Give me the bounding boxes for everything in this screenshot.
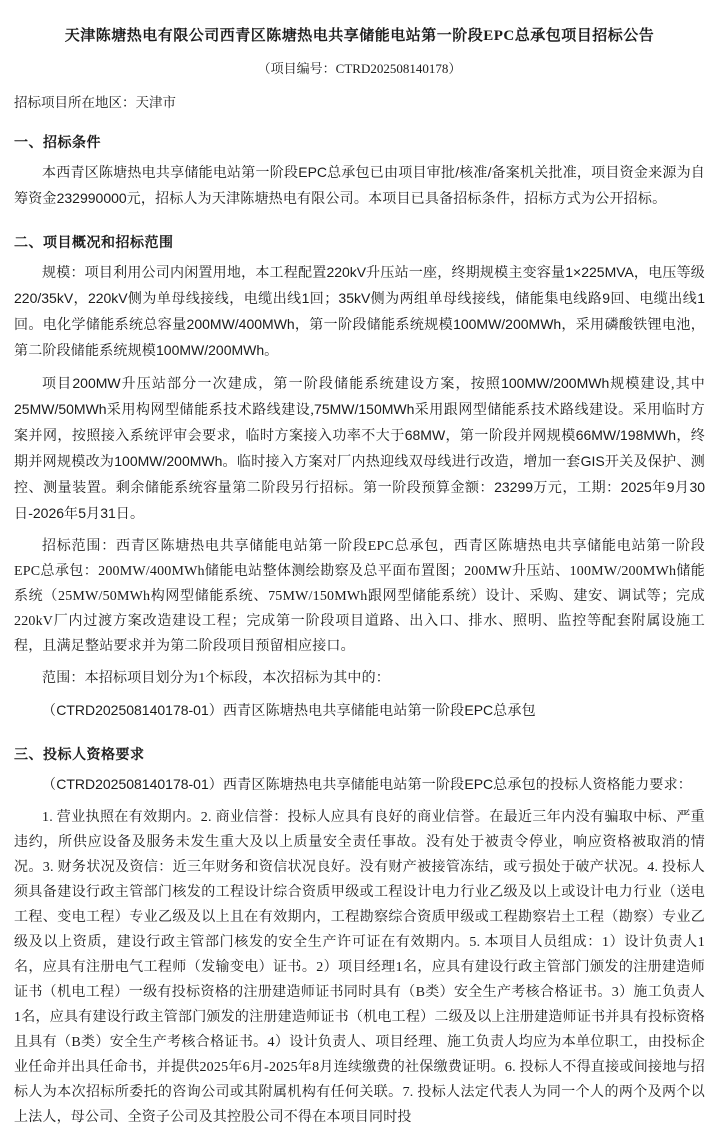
section-heading-2: 二、项目概况和招标范围 xyxy=(14,236,174,251)
paragraph-construction-plan: 项目200MW升压站部分一次建成，第一阶段储能系统建设方案，按照100MW/200MWh规模建设,其中25MW/50MWh采用构网型储能系技术路线建设,75MW/150MWh采用跟网型储能系技术路线建设。采用临时方案并网，按照接入系统评审会要求，临时方案接入功率不大于68MW，第一阶段并网规模66MW/198MWh，终期并网规模改为100MW/200MWh。临时接入方案对厂内热迎线双母线进行改造，增加一套GIS开关及保护、测控、测量装置。剩余储能系统容量第二阶段另行招标。第一阶段预算金额：23299万元，工期：2025年9月30日-2026年5月31日。 xyxy=(14,375,706,522)
section-heading-1: 一、招标条件 xyxy=(14,136,101,151)
region-line: 招标项目所在地区：天津市 xyxy=(14,95,176,110)
project-number-line: （项目编号：CTRD202508140178） xyxy=(257,61,462,76)
section-heading-3: 三、投标人资格要求 xyxy=(14,748,145,763)
paragraph-bidding-conditions: 本西青区陈塘热电共享储能电站第一阶段EPC总承包已由项目审批/核准/备案机关批准，项目资金来源为自筹资金232990000元，招标人为天津陈塘热电有限公司。本项目已具备招标条件，招标方式为公开招标。 xyxy=(14,164,706,207)
document-title: 天津陈塘热电有限公司西青区陈塘热电共享储能电站第一阶段EPC总承包项目招标公告 xyxy=(64,28,655,44)
paragraph-qualification-requirements: 1. 营业执照在有效期内。2. 商业信誉：投标人应具有良好的商业信誉。在最近三年内没有骗取中标、严重违约，所供应设备及服务未发生重大及以上质量安全责任事故。没有处于被责令停业，响应资格被取消的情况。3. 财务状况及资信：近三年财务和资信状况良好。没有财产被接管冻结，或亏损处于破产状况。4. 投标人须具备建设行政主管部门核发的工程设计综合资质甲级或工程设计电力行业乙级及以上或设计电力行业（送电工程、变电工程）专业乙级及以上且在有效期内，工程勘察综合资质甲级或工程勘察岩土工程（勘察）专业乙级及以上资质，建设行政主管部门核发的安全生产许可证在有效期内。5. 本项目人员组成：1）设计负责人1名，应具有注册电气工程师（发输变电）证书。2）项目经理1名，应具有建设行政主管部门颁发的注册建造师证书（机电工程）一级有投标资格的注册建造师证书同时具有（B类）安全生产考核合格证书。3）施工负责人1名，应具有建设行政主管部门颁发的注册建造师证书（机电工程）二级及以上注册建造师证书并具有投标资格且具有（B类）安全生产考核合格证书。4）设计负责人、项目经理、施工负责人均应为本单位职工，由投标企业任命并出具任命书，并提供2025年6月-2025年8月连续缴费的社保缴费证明。6. 投标人不得直接或间接地与招标人为本次招标所委托的咨询公司或其附属机构有任何关联。7. 投标人法定代表人为同一个人的两个及两个以上法人，母公司、全资子公司及其控股公司不得在本项目同时投 xyxy=(14,810,705,1125)
paragraph-lot-name: （CTRD202508140178-01）西青区陈塘热电共享储能电站第一阶段EPC总承包 xyxy=(42,702,536,719)
paragraph-lot-division: 范围：本招标项目划分为1个标段，本次招标为其中的： xyxy=(42,671,390,686)
paragraph-qualification-intro: （CTRD202508140178-01）西青区陈塘热电共享储能电站第一阶段EPC总承包的投标人资格能力要求： xyxy=(42,776,692,793)
paragraph-bidding-scope: 招标范围：西青区陈塘热电共享储能电站第一阶段EPC总承包，西青区陈塘热电共享储能电站第一阶段EPC总承包：200MW/400MWh储能电站整体测绘勘察及总平面布置图；200MW升压站、100MW/200MWh储能系统（25MW/50MWh构网型储能系统、75MW/150MWh跟网型储能系统）设计、采购、建安、调试等；完成220kV厂内过渡方案改造建设工程；完成第一阶段项目道路、出入口、排水、照明、监控等配套附属设施工程，且满足整站要求并为第二阶段项目预留相应接口。 xyxy=(14,539,705,654)
paragraph-project-scale: 规模：项目利用公司内闲置用地，本工程配置220kV升压站一座，终期规模主变容量1×225MVA，电压等级220/35kV，220kV侧为单母线接线，电缆出线1回；35kV侧为两组单母线接线，储能集电线路9回、电缆出线1回。电化学储能系统总容量200MW/400MWh，第一阶段储能系统规模100MW/200MWh，采用磷酸铁锂电池，第二阶段储能系统规模100MW/200MWh。 xyxy=(14,264,706,359)
